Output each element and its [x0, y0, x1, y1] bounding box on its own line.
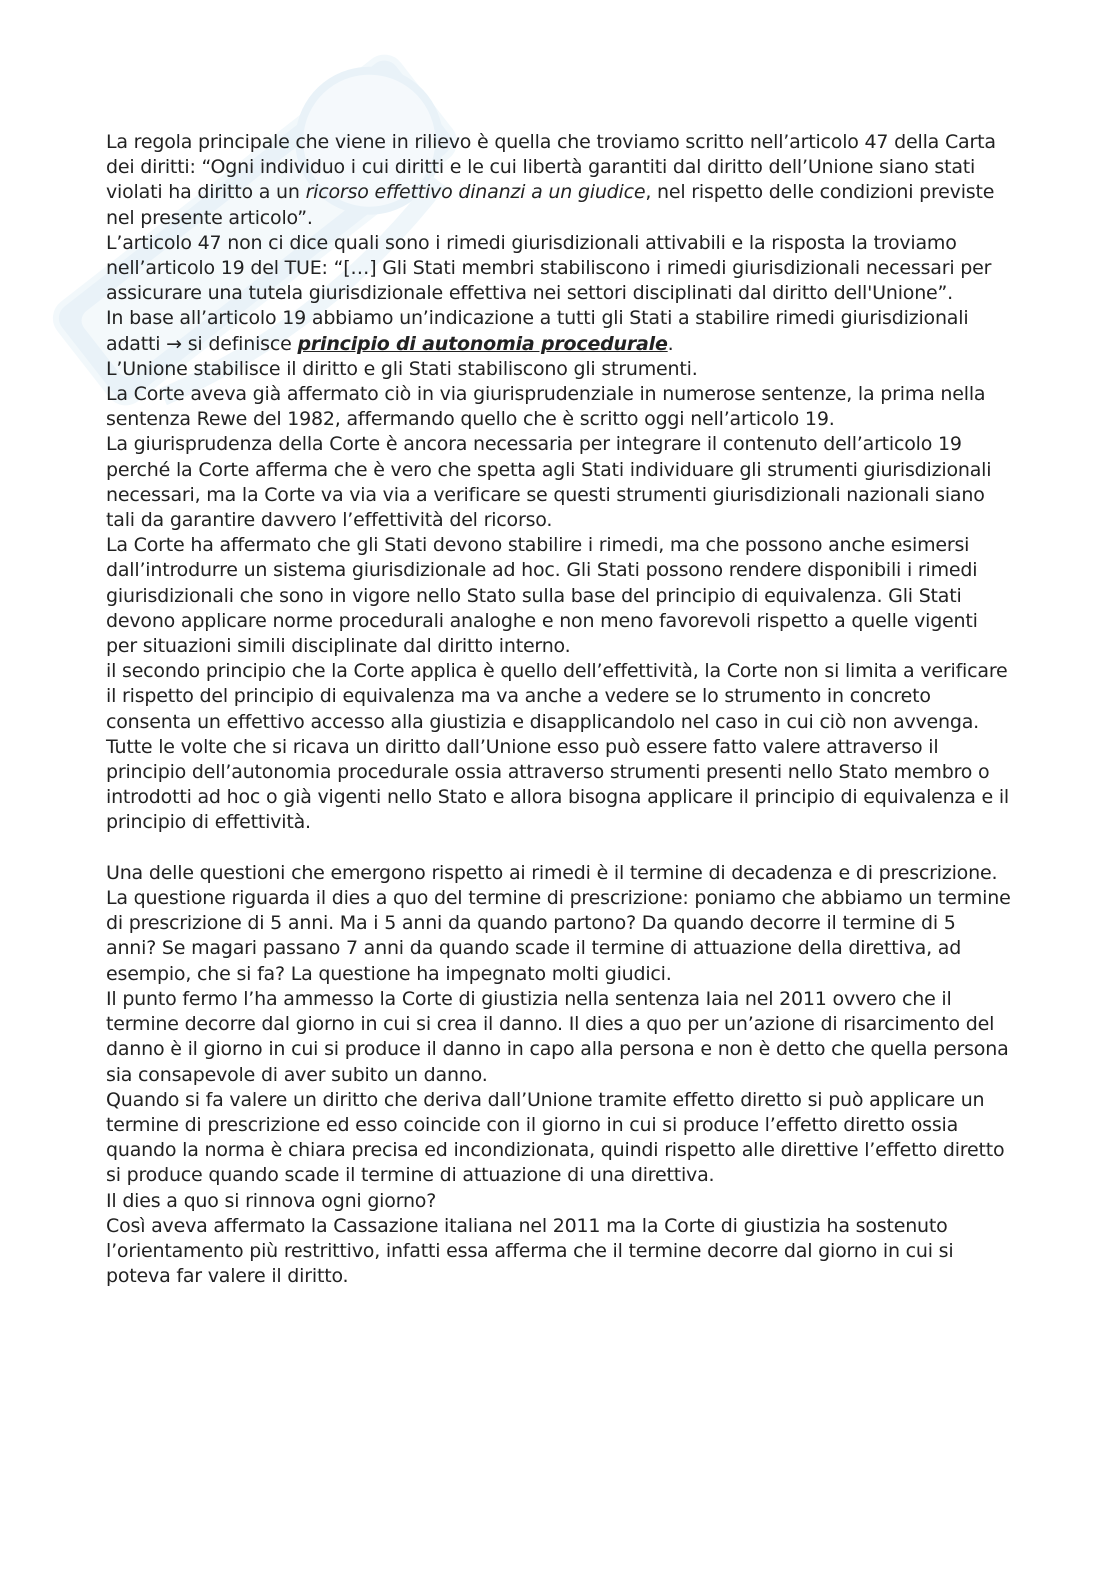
- paragraph: La regola principale che viene in rilievo è quella che troviamo scritto nell’articolo 47 della Carta dei diritti: “Ogni individuo i cui diritti e le cui libertà garantiti dal diritto dell’Unione siano stati violati ha diritto a un ricorso effettivo dinanzi a un giudice, nel rispetto delle condizioni previste nel presente articolo”.: [106, 131, 996, 229]
- paragraph: La Corte aveva già affermato ciò in via giurisprudenziale in numerose sentenze, la prima nella sentenza Rewe del 1982, affermando quello che è scritto oggi nell’articolo 19.: [106, 383, 986, 431]
- emphasis-principio-autonomia: principio di autonomia procedurale: [297, 332, 668, 355]
- paragraph: Una delle questioni che emergono rispetto ai rimedi è il termine di decadenza e di prescrizione.: [106, 861, 998, 884]
- paragraph: Tutte le volte che si ricava un diritto dall’Unione esso può essere fatto valere attraverso il principio dell’autonomia procedurale ossia attraverso strumenti presenti nello Stato membro o introdotti ad hoc o già vigenti nello Stato e allora bisogna applicare il principio di equivalenza e il principio di effettività.: [106, 735, 1010, 834]
- paragraph: il secondo principio che la Corte applica è quello dell’effettività, la Corte non si limita a verificare il rispetto del principio di equivalenza ma va anche a vedere se lo strumento in concreto consenta un effettivo accesso alla giustizia e disapplicandolo nel caso in cui ciò non avvenga.: [106, 660, 1008, 733]
- paragraph: La Corte ha affermato che gli Stati devono stabilire i rimedi, ma che possono anche esimersi dall’introdurre un sistema giurisdizionale ad hoc. Gli Stati possono rendere disponibili i rimedi giurisdizionali che sono in vigore nello Stato sulla base del principio di equivalenza. Gli Stati devono applicare norme procedurali analoghe e non meno favorevoli rispetto a quelle vigenti per situazioni simili disciplinate dal diritto interno.: [106, 534, 978, 658]
- emphasis-ricorso-effettivo: ricorso effettivo dinanzi a un giudice: [305, 181, 646, 204]
- paragraph-spacer: [106, 836, 1011, 861]
- document-body: [106, 130, 1011, 1289]
- paragraph: Quando si fa valere un diritto che deriva dall’Unione tramite effetto diretto si può applicare un termine di prescrizione ed esso coincide con il giorno in cui si produce l’effetto diretto ossia quando la norma è chiara precisa ed incondizionata, quindi rispetto alle direttive l’effetto diretto si produce quando scade il termine di attuazione di una direttiva.: [106, 1088, 1005, 1187]
- paragraph: La questione riguarda il dies a quo del termine di prescrizione: poniamo che abbiamo un termine di prescrizione di 5 anni. Ma i 5 anni da quando partono? Da quando decorre il termine di 5 anni? Se magari passano 7 anni da quando scade il termine di attuazione della direttiva, ad esempio, che si fa? La questione ha impegnato molti giudici.: [106, 887, 1011, 985]
- paragraph: L’Unione stabilisce il diritto e gli Stati stabiliscono gli strumenti.: [106, 357, 698, 380]
- paragraph: Così aveva affermato la Cassazione italiana nel 2011 ma la Corte di giustizia ha sostenuto l’orientamento più restrittivo, infatti essa afferma che il termine decorre dal giorno in cui si poteva far valere il diritto.: [106, 1214, 954, 1288]
- paragraph: In base all’articolo 19 abbiamo un’indicazione a tutti gli Stati a stabilire rimedi giurisdizionali adatti → si definisce principio di autonomia procedurale.: [106, 307, 969, 355]
- paragraph: La giurisprudenza della Corte è ancora necessaria per integrare il contenuto dell’articolo 19 perché la Corte afferma che è vero che spetta agli Stati individuare gli strumenti giurisdizionali necessari, ma la Corte va via via a verificare se questi strumenti giurisdizionali nazionali siano tali da garantire davvero l’effettività del ricorso.: [106, 433, 992, 532]
- paragraph: Il punto fermo l’ha ammesso la Corte di giustizia nella sentenza Iaia nel 2011 ovvero che il termine decorre dal giorno in cui si crea il danno. Il dies a quo per un’azione di risarcimento del danno è il giorno in cui si produce il danno in capo alla persona e non è detto che quella persona sia consapevole di aver subito un danno.: [106, 987, 1009, 1086]
- paragraph: L’articolo 47 non ci dice quali sono i rimedi giurisdizionali attivabili e la risposta la troviamo nell’articolo 19 del TUE: “[…] Gli Stati membri stabiliscono i rimedi giurisdizionali necessari per assicurare una tutela giurisdizionale effettiva nei settori disciplinati dal diritto dell'Unione”.: [106, 231, 992, 305]
- paragraph: Il dies a quo si rinnova ogni giorno?: [106, 1189, 437, 1212]
